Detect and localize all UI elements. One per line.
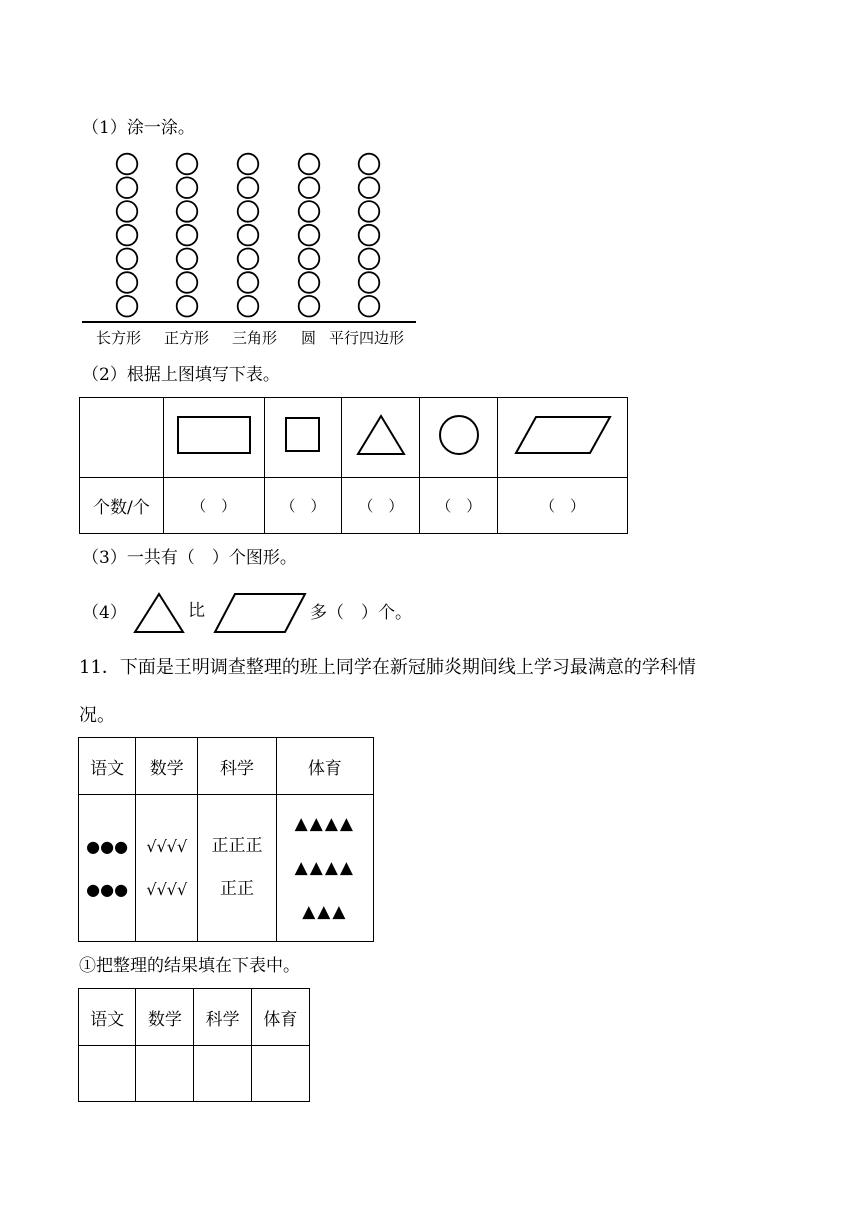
pe-mark-line: ▲▲▲ <box>302 902 348 922</box>
survey-marks-math <box>136 795 198 942</box>
science-mark-line: 正正正 <box>211 836 263 856</box>
survey-header-chinese: 语文 <box>79 738 136 795</box>
chart-circle[interactable] <box>117 296 138 317</box>
chart-circle[interactable] <box>359 248 380 269</box>
chart-circle[interactable] <box>117 225 138 246</box>
survey-header-math: 数学 <box>136 738 198 795</box>
parallelogram-icon <box>213 592 307 634</box>
part4-prefix: （4） <box>82 603 127 623</box>
circle-icon <box>438 414 480 456</box>
chart-circle[interactable] <box>177 201 198 222</box>
result-blank-science[interactable] <box>194 1046 251 1102</box>
part2-label: （2）根据上图填写下表。 <box>82 365 280 385</box>
chart-circle[interactable] <box>238 272 259 293</box>
table-cell-square <box>264 398 342 478</box>
survey-header-science: 科学 <box>198 738 276 795</box>
chart-circle[interactable] <box>299 154 320 175</box>
math-mark-line: √√√√ <box>146 837 188 856</box>
chart-circle[interactable] <box>359 225 380 246</box>
result-header-science: 科学 <box>194 989 251 1046</box>
chart-circle[interactable] <box>238 225 259 246</box>
chart-circle[interactable] <box>238 296 259 317</box>
chart-circle[interactable] <box>238 177 259 198</box>
q11-line2: 况。 <box>79 705 115 726</box>
chart-circle[interactable] <box>299 201 320 222</box>
chart-label-circle: 圆 <box>301 329 317 347</box>
part4-bi: 比 <box>188 601 205 621</box>
chart-circle[interactable] <box>299 248 320 269</box>
chart-circle[interactable] <box>238 154 259 175</box>
chart-circle[interactable] <box>299 225 320 246</box>
survey-marks-chinese <box>79 795 136 942</box>
chart-circle[interactable] <box>117 201 138 222</box>
count-blank-rectangle[interactable]: （ ） <box>163 478 264 534</box>
pe-mark-line: ▲▲▲▲ <box>294 814 355 834</box>
chart-circle[interactable] <box>117 248 138 269</box>
part3-text: （3）一共有（ ）个图形。 <box>82 548 297 568</box>
chart-circle[interactable] <box>177 154 198 175</box>
chart-circle[interactable] <box>177 225 198 246</box>
survey-header-pe: 体育 <box>276 738 373 795</box>
chart-circle[interactable] <box>359 154 380 175</box>
result-table <box>78 988 310 1102</box>
count-blank-circle[interactable]: （ ） <box>420 478 498 534</box>
count-blank-square[interactable]: （ ） <box>264 478 342 534</box>
chart-circle[interactable] <box>177 177 198 198</box>
triangle-icon <box>133 592 185 634</box>
chart-circle[interactable] <box>238 248 259 269</box>
q11-line1: 11．下面是王明调查整理的班上同学在新冠肺炎期间线上学习最满意的学科情 <box>79 657 696 678</box>
chart-label-square: 正方形 <box>164 329 210 347</box>
rectangle-icon <box>177 416 251 454</box>
result-blank-math[interactable] <box>136 1046 194 1102</box>
chinese-mark-line: ●●● <box>86 880 129 899</box>
chart-circle[interactable] <box>117 154 138 175</box>
shape-count-table <box>79 397 628 534</box>
chart-circle[interactable] <box>299 296 320 317</box>
circle-chart <box>0 0 860 360</box>
chart-circle[interactable] <box>359 296 380 317</box>
count-blank-triangle[interactable]: （ ） <box>342 478 420 534</box>
chart-circle[interactable] <box>117 272 138 293</box>
chart-circle[interactable] <box>177 296 198 317</box>
chart-circle[interactable] <box>177 248 198 269</box>
result-blank-pe[interactable] <box>251 1046 309 1102</box>
survey-marks-science <box>198 795 276 942</box>
square-icon <box>285 417 321 453</box>
table-cell-parallelogram <box>498 398 628 478</box>
result-header-pe: 体育 <box>251 989 309 1046</box>
survey-marks-pe <box>276 795 373 942</box>
part4-suffix: 多（ ）个。 <box>310 603 412 623</box>
math-mark-line: √√√√ <box>146 880 188 899</box>
pe-mark-line: ▲▲▲▲ <box>294 858 355 878</box>
chart-circle[interactable] <box>117 177 138 198</box>
chart-label-rectangle: 长方形 <box>96 329 142 347</box>
count-blank-parallelogram[interactable]: （ ） <box>498 478 628 534</box>
part1-label: （1）涂一涂。 <box>82 118 195 138</box>
science-mark-line: 正正 <box>220 879 255 899</box>
chart-label-parallelogram: 平行四边形 <box>329 329 405 347</box>
chart-circle[interactable] <box>359 272 380 293</box>
count-row-label: 个数/个 <box>80 478 164 534</box>
q11-1-label: ①把整理的结果填在下表中。 <box>79 956 300 976</box>
chart-circle[interactable] <box>177 272 198 293</box>
table-cell-rectangle <box>163 398 264 478</box>
chart-label-triangle: 三角形 <box>232 329 278 347</box>
table-cell-triangle <box>342 398 420 478</box>
chart-circle[interactable] <box>359 177 380 198</box>
chinese-mark-line: ●●● <box>86 837 129 856</box>
table-cell-circle <box>420 398 498 478</box>
chart-circle[interactable] <box>238 201 259 222</box>
chart-circle[interactable] <box>299 272 320 293</box>
chart-circle[interactable] <box>299 177 320 198</box>
chart-circle[interactable] <box>359 201 380 222</box>
parallelogram-icon <box>514 415 612 455</box>
triangle-icon <box>356 414 406 456</box>
table-corner-cell <box>80 398 164 478</box>
result-blank-chinese[interactable] <box>79 1046 136 1102</box>
result-header-chinese: 语文 <box>79 989 136 1046</box>
survey-table <box>78 737 374 942</box>
result-header-math: 数学 <box>136 989 194 1046</box>
